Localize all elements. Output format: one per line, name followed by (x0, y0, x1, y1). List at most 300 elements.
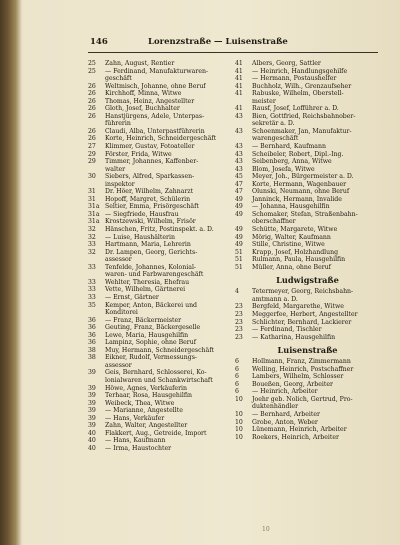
directory-entry (88, 211, 233, 219)
directory-entry (88, 354, 233, 362)
house-number: 6 (235, 358, 239, 366)
directory-entry (88, 113, 233, 121)
page-header (90, 37, 310, 51)
house-number: 36 (88, 324, 96, 332)
directory-entry (235, 403, 380, 411)
resident-text: Hänschen, Fritz, Postinspekt. a. D. (105, 226, 214, 234)
resident-text: Olunski, Neumann, ohne Beruf (252, 188, 350, 196)
house-number: 33 (88, 278, 96, 286)
house-number: 40 (88, 429, 96, 437)
directory-entry (88, 128, 233, 136)
house-number (88, 166, 105, 174)
house-number: 31a (88, 218, 100, 226)
house-number: 6 (235, 365, 239, 373)
house-number (88, 362, 105, 370)
resident-text: Förster, Frida, Witwe (105, 150, 172, 158)
directory-entry (235, 411, 380, 419)
house-number (235, 296, 252, 304)
left-column (88, 60, 233, 452)
house-number: 26 (88, 112, 96, 120)
directory-entry (88, 271, 233, 279)
house-number (88, 271, 105, 279)
resident-text: — Bernhard, Kaufmann (252, 143, 326, 151)
house-number: 36 (88, 316, 96, 324)
directory-entry (88, 120, 233, 128)
house-number: 38 (88, 354, 96, 362)
directory-entry (235, 388, 380, 396)
house-number: 23 (235, 310, 243, 318)
directory-entry (235, 334, 380, 342)
directory-entry (88, 166, 233, 174)
resident-text: Geis, Bernhard, Schlosserei, Ko- (105, 369, 207, 377)
directory-entry (235, 426, 380, 434)
house-number: 39 (88, 392, 96, 400)
directory-entry (235, 326, 380, 334)
directory-entry (88, 422, 233, 430)
directory-entry (235, 211, 380, 219)
directory-entry (88, 324, 233, 332)
resident-text: Roekers, Heinrich, Arbeiter (252, 433, 339, 441)
house-number: 51 (235, 248, 243, 256)
house-number: 31 (88, 195, 96, 203)
house-number: 26 (88, 127, 96, 135)
directory-entry (235, 434, 380, 442)
house-number: 30 (88, 173, 96, 181)
directory-entry (88, 430, 233, 438)
resident-text: Dr. Höer, Wilhelm, Zahnarzt (105, 188, 194, 196)
directory-entry (235, 188, 380, 196)
house-number: 36 (88, 339, 96, 347)
resident-text: — Hans, Kaufmann (105, 437, 166, 445)
page-number: 146 (90, 37, 108, 47)
house-number: 23 (235, 318, 243, 326)
resident-text: Meyer, Joh., Bürgermeister a. D. (252, 173, 354, 181)
directory-entry (88, 309, 233, 317)
house-number: 39 (88, 384, 96, 392)
resident-text: oberschaffner (252, 218, 296, 226)
resident-text: Rabuske, Wilhelm, Oberstell- (252, 90, 344, 98)
house-number (88, 181, 105, 189)
resident-text: assessor (105, 361, 132, 369)
directory-entry (88, 392, 233, 400)
house-number: 33 (88, 263, 96, 271)
page-title: Lorenzstraße — Luisenstraße (148, 37, 288, 47)
directory-entry (88, 249, 233, 257)
house-number: 33 (88, 241, 96, 249)
directory-entry (88, 143, 233, 151)
resident-text: warengeschäft (252, 135, 299, 143)
resident-text: Muy, Hermann, Schneidergeschäft (105, 346, 215, 354)
directory-entry (88, 302, 233, 310)
resident-text: Korte, Heinrich, Schneidergeschäft (105, 135, 217, 143)
resident-text: Bien, Gottfried, Reichsbahnober- (252, 112, 356, 120)
resident-text: Rausf, Josef, Lofführer a. D. (252, 105, 339, 113)
house-number (235, 135, 252, 143)
house-number: 43 (235, 150, 243, 158)
directory-entry (88, 196, 233, 204)
directory-entry (88, 90, 233, 98)
house-number: 26 (88, 105, 96, 113)
resident-text: — Bernhard, Arbeiter (252, 410, 320, 418)
house-number: 10 (235, 395, 243, 403)
section-heading-luisenstrasse: Luisenstraße (277, 345, 338, 356)
footer-mark: 10 (262, 526, 270, 533)
directory-entry (235, 83, 380, 91)
resident-text: Klimmer, Gustav, Fotoateller (105, 143, 195, 151)
house-number: 6 (235, 388, 239, 396)
directory-entry (235, 311, 380, 319)
house-number: 26 (88, 90, 96, 98)
directory-entry (235, 303, 380, 311)
directory-entry (88, 218, 233, 226)
resident-text: Grobe, Anton, Weber (252, 418, 318, 426)
directory-entry (88, 407, 233, 415)
directory-entry (88, 188, 233, 196)
section-heading-ludwigstrasse: Ludwigstraße (276, 275, 339, 286)
house-number: 10 (235, 426, 243, 434)
directory-entry (235, 226, 380, 234)
resident-text: Albers, Georg, Sattler (252, 60, 321, 67)
resident-text: geschäft (105, 75, 132, 83)
directory-entry (88, 347, 233, 355)
directory-entry (235, 249, 380, 257)
house-number: 39 (88, 422, 96, 430)
directory-entry (235, 173, 380, 181)
house-number: 36 (88, 331, 96, 339)
resident-text: — Katharina, Hausgehilfin (252, 333, 336, 341)
house-number: 6 (235, 373, 239, 381)
house-number (235, 120, 252, 128)
resident-text: — Ernst, Gärtner (105, 293, 159, 301)
directory-entry (88, 105, 233, 113)
house-number: 39 (88, 407, 96, 415)
house-number (88, 120, 105, 128)
directory-entry (235, 366, 380, 374)
house-number: 31 (88, 188, 96, 196)
house-number: 33 (88, 286, 96, 294)
directory-entry (88, 181, 233, 189)
directory-entry (88, 83, 233, 91)
directory-entry (235, 120, 380, 128)
directory-entry (88, 98, 233, 106)
resident-text: führerin (105, 120, 131, 128)
house-number: 23 (235, 326, 243, 334)
house-number: 31a (88, 210, 100, 218)
house-number: 43 (235, 112, 243, 120)
resident-text: Dr. Lampen, Georg, Gerichts- (105, 248, 198, 256)
house-number: 32 (88, 248, 96, 256)
house-number: 43 (235, 127, 243, 135)
house-number: 32 (88, 233, 96, 241)
resident-text: Lambers, Wilhelm, Schlosser (252, 373, 344, 381)
house-number: 10 (235, 418, 243, 426)
directory-entry (235, 264, 380, 272)
right-column (235, 60, 380, 441)
resident-text: Flakkert, Aug., Getreide, Import (105, 429, 207, 437)
resident-text: duktenhändler (252, 403, 299, 411)
resident-text: Welling, Heinrich, Postschaffner (252, 365, 354, 373)
directory-entry (235, 68, 380, 76)
directory-entry (235, 166, 380, 174)
resident-text: Gloth, Josef, Buchhalter (105, 105, 180, 113)
directory-entry (235, 296, 380, 304)
directory-entry (88, 203, 233, 211)
luisenstrasse-entries (235, 358, 380, 441)
directory-entry (88, 415, 233, 423)
directory-entry (88, 226, 233, 234)
directory-entry (235, 256, 380, 264)
resident-text: Bergfeld, Margarethe, Witwe (252, 303, 344, 311)
resident-text: Lampinz, Sophie, ohne Beruf (105, 339, 197, 347)
directory-entry (88, 437, 233, 445)
directory-entry (235, 135, 380, 143)
house-number: 41 (235, 105, 243, 113)
ludwigstrasse-entries (235, 288, 380, 341)
house-number: 41 (235, 60, 243, 67)
house-number: 29 (88, 158, 96, 166)
directory-entry (235, 419, 380, 427)
house-number: 43 (235, 165, 243, 173)
directory-entry (88, 339, 233, 347)
resident-text: Kemper, Anton, Bäckerei und (105, 301, 198, 309)
resident-text: Hopoff, Margret, Schülerin (105, 195, 191, 203)
resident-text: Schoenmaker, Jan, Manufaktur- (252, 127, 352, 135)
directory-entry (235, 241, 380, 249)
directory-entry (235, 90, 380, 98)
directory-entry (235, 319, 380, 327)
house-number: 10 (235, 410, 243, 418)
resident-text: Blom, Josefa, Witwe (252, 165, 315, 173)
house-number: 25 (88, 67, 96, 75)
house-number: 32 (88, 226, 96, 234)
resident-text: Tenfelde, Johannes, Kolonial- (105, 263, 197, 271)
resident-text: — Ferdinand, Tischler (252, 326, 322, 334)
resident-text: assessor (105, 256, 132, 264)
resident-text: Schütte, Margarete, Witwe (252, 226, 338, 234)
directory-entry (88, 362, 233, 370)
resident-text: Mörig, Walter, Kaufmann (252, 233, 331, 241)
directory-entry (235, 75, 380, 83)
resident-text: Siebers, Alfred, Sparkassen- (105, 173, 195, 181)
resident-text: lonialwaren und Schankwirtschaft (105, 376, 213, 384)
house-number: 35 (88, 301, 96, 309)
right-entries (235, 60, 380, 271)
directory-entry (235, 105, 380, 113)
directory-entry (88, 377, 233, 385)
house-number: 49 (235, 233, 243, 241)
resident-text: — Siegfriede, Hausfrau (105, 210, 179, 218)
resident-text: Schlichter, Bernhard, Lackierer (252, 318, 352, 326)
house-number: 10 (235, 433, 243, 441)
house-number: 43 (235, 158, 243, 166)
resident-text: Timmer, Johannes, Kaffenber- (105, 158, 199, 166)
resident-text: Müller, Anna, ohne Beruf (252, 263, 331, 271)
directory-entry (88, 60, 233, 68)
house-number: 41 (235, 90, 243, 98)
directory-entry (235, 196, 380, 204)
directory-entry (235, 203, 380, 211)
directory-entry (235, 113, 380, 121)
house-number: 33 (88, 293, 96, 301)
resident-text: Hollmann, Franz, Zimmermann (252, 358, 351, 366)
house-number: 49 (235, 226, 243, 234)
resident-text: Zahn, Walter, Angestellter (105, 422, 188, 430)
directory-entry (235, 373, 380, 381)
directory-entry (88, 264, 233, 272)
house-number: 49 (235, 210, 243, 218)
resident-text: Korte, Hermann, Wagenbauer (252, 180, 347, 188)
resident-text: — Luise, Haushälterin (105, 233, 175, 241)
resident-text: Meggerfee, Herbert, Angestellter (252, 310, 358, 318)
book-binding (0, 0, 22, 545)
resident-text: — Franz, Bäckermeister (105, 316, 182, 324)
house-number: 39 (88, 414, 96, 422)
directory-entry (235, 288, 380, 296)
resident-text: Seltier, Emma, Frisörgeschäft (105, 203, 199, 211)
house-number: 47 (235, 188, 243, 196)
house-number: 31a (88, 203, 100, 211)
house-number: 41 (235, 75, 243, 83)
resident-text: Boueßen, Georg, Arbeiter (252, 380, 333, 388)
resident-text: Krapp, Josef, Holzhandlung (252, 248, 339, 256)
resident-text: — Heinrich, Arbeiter (252, 388, 318, 396)
resident-text: inspektor (105, 180, 135, 188)
directory-entry (88, 241, 233, 249)
directory-entry (235, 143, 380, 151)
resident-text: — Marianne, Angestellte (105, 407, 183, 415)
resident-text: Joehr geb. Nolich, Gertrud, Pro- (252, 395, 353, 403)
resident-text: Eikner, Rudolf, Vermessungs- (105, 354, 198, 362)
resident-text: Hanstjürgens, Adele, Unterpas- (105, 112, 205, 120)
directory-entry (88, 400, 233, 408)
resident-text: Janninck, Hermann, Invalide (252, 195, 342, 203)
resident-text: Weltmisch, Johanne, ohne Beruf (105, 82, 206, 90)
house-number (235, 403, 252, 411)
resident-text: Buchholz, Wilh., Grenzaufseher (252, 82, 352, 90)
resident-text: amtmann a. D. (252, 295, 298, 303)
resident-text: Stille, Christine, Witwe (252, 241, 325, 249)
house-number (88, 309, 105, 317)
resident-text: — Irma, Haustochter (105, 444, 172, 452)
resident-text: — Heinrich, Handlungsgehilfe (252, 67, 348, 75)
directory-entry (88, 385, 233, 393)
directory-entry (235, 396, 380, 404)
resident-text: Scheibeler, Robert, Dipl.-Ing. (252, 150, 344, 158)
house-number: 43 (235, 143, 243, 151)
directory-entry (235, 98, 380, 106)
house-number: 45 (235, 173, 243, 181)
house-number: 49 (235, 195, 243, 203)
house-number (88, 256, 105, 264)
directory-entry (88, 256, 233, 264)
resident-text: — Johanna, Hausgehilfin (252, 203, 330, 211)
resident-text: Krostzewski, Wilhelm, Frisör (105, 218, 196, 226)
directory-entry (88, 294, 233, 302)
directory-entry (88, 68, 233, 76)
house-number: 39 (88, 369, 96, 377)
house-number: 27 (88, 143, 96, 151)
resident-text: Thomas, Heinz, Angestellter (105, 97, 195, 105)
house-number: 49 (235, 241, 243, 249)
directory-entry (88, 369, 233, 377)
directory-entry (235, 128, 380, 136)
resident-text: Kirchhoff, Minna, Witwe (105, 90, 182, 98)
resident-text: sekretär a. D. (252, 120, 295, 128)
directory-entry (235, 151, 380, 159)
resident-text: Geuting, Franz, Bäckergeselle (105, 324, 201, 332)
house-number (88, 75, 105, 83)
directory-entry (88, 151, 233, 159)
resident-text: Lewe, Maria, Hausgehilfin (105, 331, 189, 339)
house-number: 29 (88, 150, 96, 158)
directory-entry (88, 234, 233, 242)
house-number: 39 (88, 399, 96, 407)
resident-text: walter (105, 165, 126, 173)
resident-text: Lünemann, Heinrich, Arbeiter (252, 426, 347, 434)
directory-entry (235, 158, 380, 166)
resident-text: Rulmann, Paula, Hausgehilfin (252, 256, 346, 264)
resident-text: — Hermann, Postaushelfer (252, 75, 337, 83)
resident-text: meister (252, 97, 276, 105)
resident-text: Weibeck, Thea, Witwe (105, 399, 175, 407)
house-number: 41 (235, 67, 243, 75)
house-number: 23 (235, 303, 243, 311)
directory-entry (88, 279, 233, 287)
resident-text: Zahn, August, Rentier (105, 60, 175, 67)
house-number: 26 (88, 97, 96, 105)
resident-text: Hartmann, Maria, Lehrerin (105, 241, 191, 249)
resident-text: — Hans, Verkäufer (105, 414, 165, 422)
house-number: 26 (88, 135, 96, 143)
house-number: 47 (235, 180, 243, 188)
house-number (235, 98, 252, 106)
house-number: 51 (235, 263, 243, 271)
directory-entry (235, 218, 380, 226)
header-rule (88, 52, 378, 53)
directory-entry (235, 181, 380, 189)
house-number: 25 (88, 60, 96, 67)
resident-text: Höwe, Agnes, Verkäuferin (105, 384, 188, 392)
resident-text: Wehlter, Theresia, Ehefrau (105, 278, 190, 286)
directory-entry (88, 317, 233, 325)
house-number: 51 (235, 256, 243, 264)
directory-entry (235, 60, 380, 68)
house-number: 4 (235, 288, 239, 296)
resident-text: waren- und Farbwarengeschäft (105, 271, 204, 279)
house-number: 6 (235, 380, 239, 388)
directory-entry (88, 332, 233, 340)
house-number: 40 (88, 444, 96, 452)
resident-text: Claudi, Alba, Unterpastführerin (105, 127, 205, 135)
resident-text: — Ferdinand, Manufakturwaren- (105, 67, 209, 75)
directory-entry (88, 158, 233, 166)
house-number: 41 (235, 82, 243, 90)
resident-text: Terhaar, Rosa, Hausgehilfin (105, 392, 192, 400)
house-number: 38 (88, 346, 96, 354)
resident-text: Vette, Wilhelm, Gärtnerei (105, 286, 186, 294)
directory-entry (88, 75, 233, 83)
directory-entry (88, 286, 233, 294)
directory-entry (88, 135, 233, 143)
resident-text: Tetermeyer, Georg, Reichsbahn- (252, 288, 354, 296)
directory-entry (235, 234, 380, 242)
resident-text: Schomaker, Stefan, Straßenbahn- (252, 210, 358, 218)
house-number: 23 (235, 333, 243, 341)
house-number: 26 (88, 82, 96, 90)
house-number (235, 218, 252, 226)
directory-entry (235, 381, 380, 389)
directory-entry (235, 358, 380, 366)
